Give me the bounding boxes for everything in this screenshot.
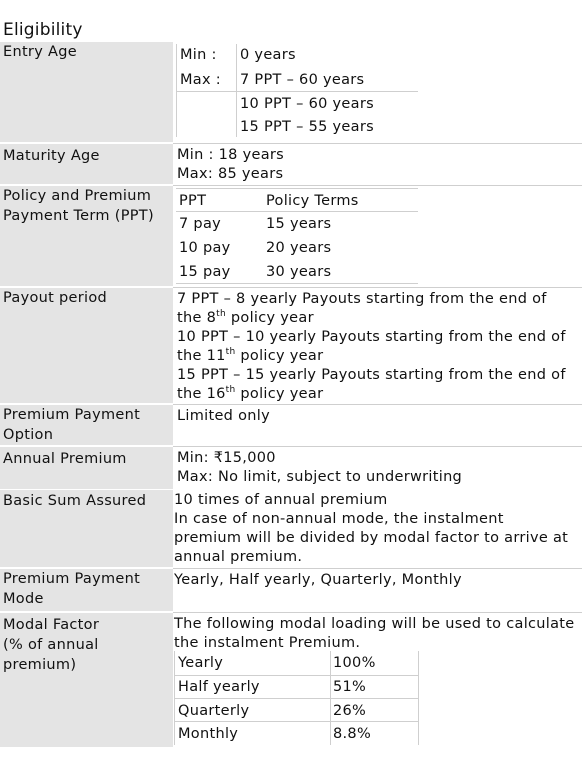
table-border [176, 211, 418, 212]
basic-sum-assured-line: 10 times of annual premium [174, 492, 388, 508]
payout-period-value [177, 290, 582, 404]
entry-age-max-value: 15 PPT – 55 years [240, 119, 374, 135]
label-ppo-line1: Premium Payment [3, 407, 141, 423]
payout-line: the 8th policy year [177, 309, 314, 326]
page-title: Eligibility [3, 20, 83, 40]
label-premium-payment-mode [0, 569, 173, 611]
modal-factor-mode: Quarterly [178, 703, 250, 719]
table-border [176, 188, 418, 189]
row-divider [173, 143, 582, 144]
annual-premium-value [177, 449, 462, 487]
policy-term-term: 20 years [266, 240, 332, 256]
label-maturity-age: Maturity Age [0, 144, 173, 184]
policy-term-header-terms: Policy Terms [266, 193, 359, 209]
entry-age-min-value: 0 years [240, 47, 296, 63]
payout-line: 10 PPT – 10 yearly Payouts starting from the end of [177, 329, 566, 345]
policy-term-term: 15 years [266, 216, 332, 232]
label-premium-payment-option [0, 405, 173, 445]
label-modal-factor [0, 613, 173, 747]
modal-factor-loading: 51% [333, 679, 367, 695]
basic-sum-assured-line: In case of non-annual mode, the instalment [174, 511, 504, 527]
row-divider [173, 446, 582, 447]
table-border [418, 651, 419, 745]
modal-factor-intro-line: The following modal loading will be used to calculate [174, 616, 575, 632]
label-basic-sum-assured: Basic Sum Assured [0, 490, 173, 567]
label-mf-line3: premium) [3, 657, 77, 673]
label-mf-line2: (% of annual [3, 637, 99, 653]
basic-sum-assured-line: premium will be divided by modal factor to arrive at [174, 530, 569, 546]
label-mf-line1: Modal Factor [3, 617, 100, 633]
modal-factor-loading: 8.8% [333, 726, 372, 742]
payout-line: the 11th policy year [177, 347, 324, 364]
modal-factor-mode: Monthly [178, 726, 239, 742]
policy-term-header-ppt: PPT [179, 193, 207, 209]
modal-factor-intro [174, 615, 575, 653]
label-annual-premium: Annual Premium [0, 447, 173, 489]
label-policy-term [0, 186, 173, 286]
entry-age-max-value: 7 PPT – 60 years [240, 72, 365, 88]
policy-term-ppt: 15 pay [179, 264, 231, 280]
annual-premium-max: Max: No limit, subject to underwriting [177, 469, 463, 485]
entry-age-max-value: 10 PPT – 60 years [240, 96, 374, 112]
table-border [176, 91, 418, 92]
modal-factor-mode: Half yearly [178, 679, 260, 695]
maturity-age-value [177, 146, 284, 184]
policy-term-term: 30 years [266, 264, 332, 280]
maturity-age-min: Min : 18 years [177, 147, 284, 163]
basic-sum-assured-line: annual premium. [174, 549, 303, 565]
basic-sum-assured-value [174, 491, 568, 567]
label-entry-age: Entry Age [0, 42, 173, 142]
label-policy-term-line2: Payment Term (PPT) [3, 208, 154, 224]
row-divider [173, 185, 582, 186]
label-ppm-line2: Mode [3, 591, 44, 607]
premium-payment-option-value: Limited only [177, 408, 270, 424]
entry-age-max-label: Max : [180, 72, 221, 88]
payout-line: 15 PPT – 15 yearly Payouts starting from the end of [177, 367, 566, 383]
row-divider [173, 612, 582, 613]
table-border [174, 675, 418, 676]
policy-term-ppt: 10 pay [179, 240, 231, 256]
annual-premium-min: Min: ₹15,000 [177, 450, 276, 466]
row-divider [173, 287, 582, 288]
modal-factor-loading: 26% [333, 703, 367, 719]
payout-line: 7 PPT – 8 yearly Payouts starting from the end of [177, 291, 547, 307]
maturity-age-max: Max: 85 years [177, 166, 284, 182]
modal-factor-loading: 100% [333, 655, 376, 671]
table-border [174, 698, 418, 699]
label-policy-term-line1: Policy and Premium [3, 188, 152, 204]
modal-factor-intro-line: the instalment Premium. [174, 635, 361, 651]
table-border [174, 721, 418, 722]
payout-line: the 16th policy year [177, 385, 324, 402]
label-ppo-line2: Option [3, 427, 54, 443]
label-payout-period: Payout period [0, 288, 173, 403]
row-divider [173, 568, 582, 569]
row-divider [173, 404, 582, 405]
modal-factor-mode: Yearly [178, 655, 224, 671]
label-ppm-line1: Premium Payment [3, 571, 141, 587]
policy-term-ppt: 7 pay [179, 216, 222, 232]
entry-age-min-label: Min : [180, 47, 217, 63]
premium-payment-mode-value: Yearly, Half yearly, Quarterly, Monthly [174, 572, 462, 588]
table-border [176, 283, 418, 284]
